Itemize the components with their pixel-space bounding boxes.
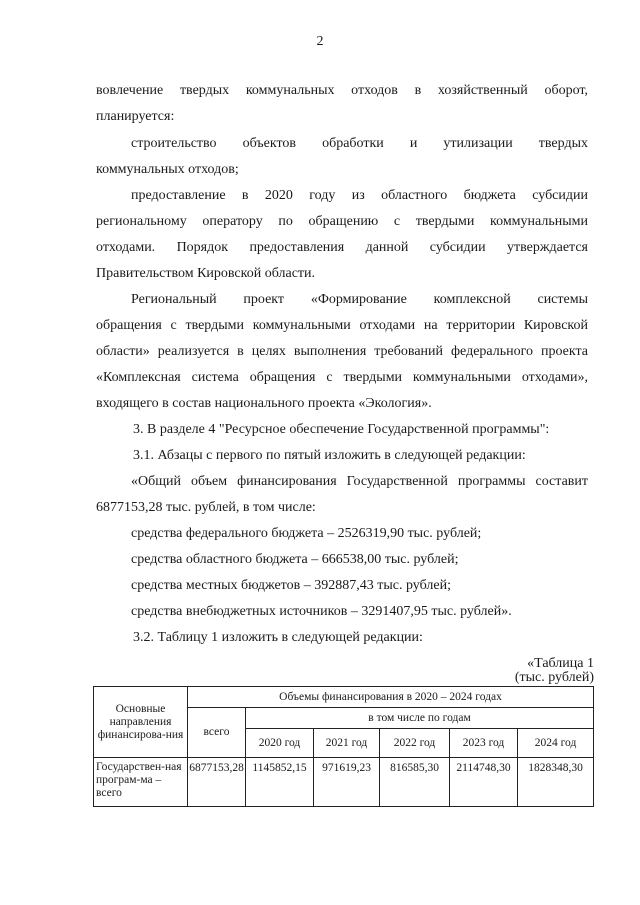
text-line: строительство объектов обработки и утилизации твердых — [131, 136, 588, 151]
page-number: 2 — [316, 34, 324, 49]
text-line: вовлечение твердых коммунальных отходов в хозяйственный оборот, — [96, 83, 588, 98]
text-line: средства внебюджетных источников – 3291407,95 тыс. рублей». — [131, 604, 512, 619]
text-line: отходами. Порядок предоставления данной субсидии утверждается — [96, 240, 588, 255]
text-line: 3.1. Абзацы с первого по пятый изложить в следующей редакции: — [133, 448, 526, 463]
text-line: средства местных бюджетов – 392887,43 тыс. рублей; — [131, 578, 451, 593]
cell-total: 6877153,28 — [188, 758, 246, 807]
text-line: 3. В разделе 4 "Ресурсное обеспечение Государственной программы": — [133, 422, 550, 437]
header-year: 2024 год — [518, 729, 594, 758]
text-line: «Общий объем финансирования Государственной программы составит — [131, 474, 588, 489]
text-line: Региональный проект «Формирование комплексной системы — [131, 292, 588, 307]
header-by-years: в том числе по годам — [246, 708, 594, 729]
cell-value: 816585,30 — [380, 758, 450, 807]
table-caption: «Таблица 1 — [527, 656, 594, 671]
text-line: 6877153,28 тыс. рублей, в том числе: — [96, 500, 316, 515]
text-line: обращения с твердыми коммунальными отходами на территории Кировской — [96, 318, 588, 333]
cell-value: 971619,23 — [314, 758, 380, 807]
text-line: предоставление в 2020 году из областного бюджета субсидии — [131, 188, 588, 203]
text-line: планируется: — [96, 109, 175, 124]
text-line: Правительством Кировской области. — [96, 266, 316, 281]
header-volumes: Объемы финансирования в 2020 – 2024 годах — [188, 687, 594, 708]
row-label: Государствен-ная програм-ма – всего — [94, 758, 188, 807]
cell-value: 2114748,30 — [450, 758, 518, 807]
text-line: 3.2. Таблицу 1 изложить в следующей редакции: — [133, 630, 423, 645]
table-row — [94, 758, 594, 807]
cell-value: 1828348,30 — [518, 758, 594, 807]
header-year: 2023 год — [450, 729, 518, 758]
text-line: средства областного бюджета – 666538,00 тыс. рублей; — [131, 552, 459, 567]
cell-value: 1145852,15 — [246, 758, 314, 807]
text-line: входящего в состав национального проекта «Экология». — [96, 396, 432, 411]
header-total: всего — [188, 708, 246, 758]
header-year: 2021 год — [314, 729, 380, 758]
text-line: области» реализуется в целях выполнения требований федерального проекта — [96, 344, 588, 359]
financing-table — [93, 686, 594, 807]
header-directions: Основные направления финансирова-ния — [94, 687, 188, 758]
header-year: 2020 год — [246, 729, 314, 758]
text-line: «Комплексная система обращения с твердыми коммунальными отходами», — [96, 370, 588, 385]
text-line: коммунальных отходов; — [96, 162, 239, 177]
text-line: региональному оператору по обращению с твердыми коммунальными — [96, 214, 588, 229]
text-line: средства федерального бюджета – 2526319,90 тыс. рублей; — [131, 526, 482, 541]
table-units: (тыс. рублей) — [514, 670, 594, 685]
header-year: 2022 год — [380, 729, 450, 758]
